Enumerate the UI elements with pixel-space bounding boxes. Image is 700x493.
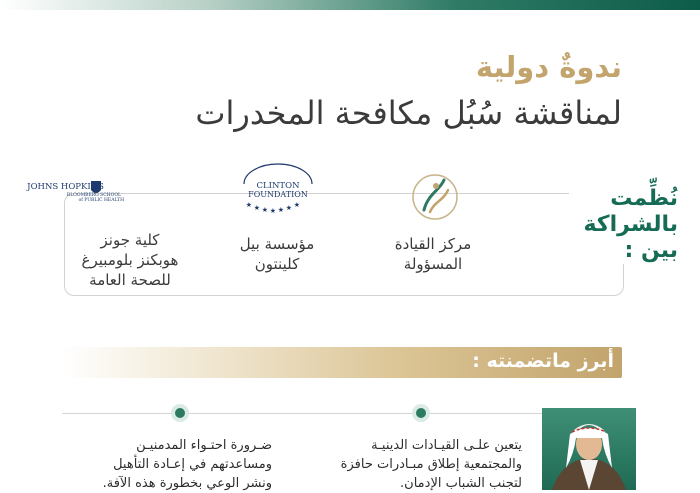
svg-text:★: ★ xyxy=(245,201,252,209)
highlight-line: يتعين علـى القيـادات الدينيـة xyxy=(371,438,522,453)
jh-logo-text-2: BLOOMBERG SCHOOL xyxy=(66,193,121,198)
svg-text:★: ★ xyxy=(253,204,260,212)
speaker-portrait xyxy=(542,408,636,490)
partner-name-line: مؤسسة بيل xyxy=(239,235,315,253)
svg-text:★: ★ xyxy=(261,206,268,214)
page-title: ندوةٌ دولية xyxy=(475,50,622,84)
highlight-line: ضـرورة احتـواء المدمنيـن xyxy=(136,438,272,453)
partner-name-line: هوبكنز بلومبيرغ xyxy=(81,251,179,269)
highlight-item-2 xyxy=(76,436,272,493)
svg-text:★: ★ xyxy=(293,201,300,209)
partner-name-leadership xyxy=(378,234,488,274)
page-subtitle: لمناقشة سُبُل مكافحة المخدرات xyxy=(195,94,622,132)
partners-heading-line: بين : xyxy=(624,238,678,263)
timeline-dot xyxy=(175,408,185,418)
timeline-line xyxy=(62,413,620,414)
top-gradient-band xyxy=(0,0,700,10)
jh-logo-text-3: of PUBLIC HEALTH xyxy=(78,198,124,203)
highlight-line: ونشر الوعي بخطورة هذه الآفة. xyxy=(102,476,272,491)
jh-logo-text-1: JOHNS HOPKINS xyxy=(27,182,104,192)
highlight-line: والمجتمعية إطلاق مبـادرات حافزة xyxy=(340,457,522,472)
clinton-logo-text-1: CLINTON xyxy=(256,181,300,191)
svg-text:★: ★ xyxy=(285,204,292,212)
partner-name-johns-hopkins xyxy=(72,230,188,290)
partners-heading-line: نُظِّمت xyxy=(610,186,678,211)
highlight-item-1 xyxy=(300,436,522,493)
section-title: أبرز ماتضمنته : xyxy=(472,350,614,372)
svg-text:★: ★ xyxy=(269,207,276,215)
partner-name-line: كلينتون xyxy=(254,255,300,273)
partners-heading-line: بالشراكة xyxy=(583,212,678,237)
svg-text:★: ★ xyxy=(277,206,284,214)
highlight-line: لتجنب الشباب الإدمان. xyxy=(400,476,522,491)
clinton-foundation-logo xyxy=(238,170,318,214)
partner-name-line: مركز القيادة xyxy=(394,235,472,253)
partner-name-line: للصحة العامة xyxy=(89,271,171,289)
johns-hopkins-logo xyxy=(27,178,172,204)
responsible-leadership-logo xyxy=(410,172,460,222)
partner-name-clinton xyxy=(222,234,332,274)
timeline-dot xyxy=(416,408,426,418)
highlight-line: ومساعدتهم في إعـادة التأهيل xyxy=(113,457,272,472)
partner-name-line: المسؤولة xyxy=(403,255,463,273)
partner-name-line: كلية جونز xyxy=(100,231,160,249)
clinton-logo-text-2: FOUNDATION xyxy=(248,190,308,199)
partners-heading xyxy=(569,186,682,264)
